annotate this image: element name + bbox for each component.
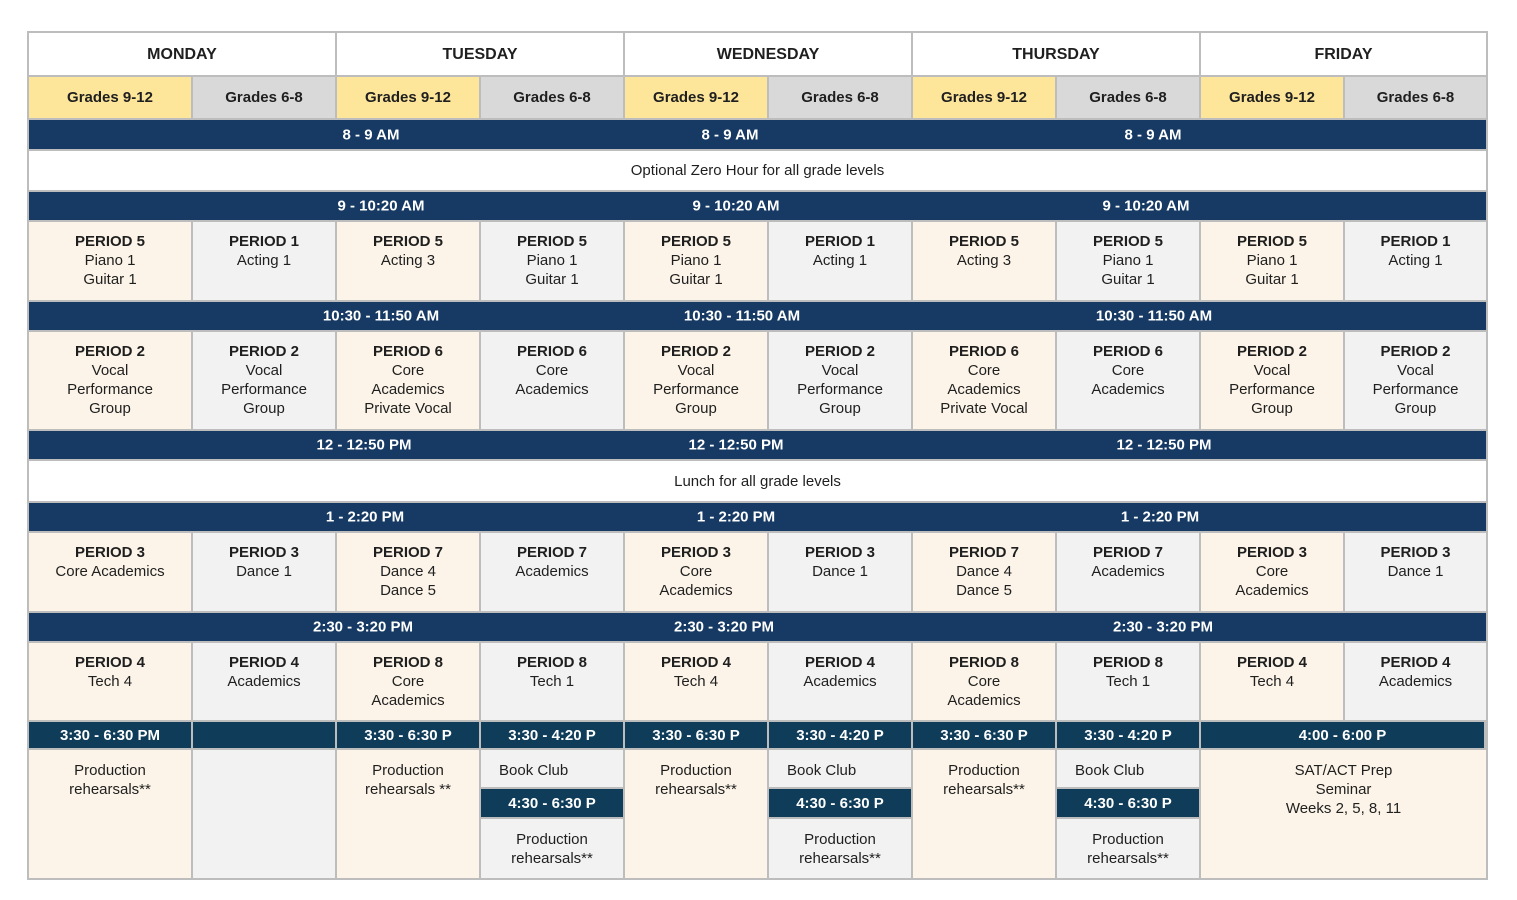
course-line: Core (967, 362, 1001, 379)
class-cell (1201, 533, 1345, 613)
time-label: 12 - 12:50 PM (688, 436, 784, 454)
time-label: 10:30 - 11:50 AM (322, 307, 440, 325)
book-club: Book Club (787, 762, 857, 779)
class-cell (1201, 643, 1345, 722)
course-line: Acting 1 (1388, 252, 1443, 269)
class-cell (913, 533, 1057, 613)
evening-cell-thu-hs (913, 750, 1057, 878)
activity-line: rehearsals** (943, 781, 1025, 798)
class-cell (769, 643, 913, 722)
period-label: PERIOD 3 (804, 544, 876, 561)
time-label: 12 - 12:50 PM (1116, 436, 1212, 454)
course-line: Vocal (1397, 362, 1434, 379)
course-line: Piano 1 (670, 252, 722, 269)
activity-line: Production (1092, 831, 1164, 848)
course-line: Vocal (1253, 362, 1291, 379)
time-label: 1 - 2:20 PM (1120, 508, 1200, 526)
course-line: Academics (659, 582, 733, 599)
grade-header: Grades 9-12 (337, 77, 481, 120)
grade-header: Grades 6-8 (481, 77, 625, 120)
time-label: 1 - 2:20 PM (325, 508, 405, 526)
time-label: 8 - 9 AM (342, 126, 400, 143)
activity-line: rehearsals** (655, 781, 737, 798)
class-cell (481, 222, 625, 302)
day-header-monday: MONDAY (29, 33, 337, 77)
period-label: PERIOD 3 (228, 544, 300, 561)
grade-header: Grades 9-12 (29, 77, 193, 120)
course-line: Private Vocal (940, 400, 1028, 417)
course-line: Core (391, 673, 425, 690)
course-line: Performance (653, 381, 739, 398)
class-cell (193, 643, 337, 722)
evening-time-tue-hs: 3:30 - 6:30 P (337, 722, 481, 750)
day-header-wednesday: WEDNESDAY (625, 33, 913, 77)
evening-subtime-tue: 4:30 - 6:30 P (481, 789, 625, 819)
time-label: 12 - 12:50 PM (316, 436, 412, 454)
evening-time-mon-hs: 3:30 - 6:30 PM (29, 722, 193, 750)
activity-line: Production (516, 831, 588, 848)
course-line: Acting 1 (812, 252, 868, 269)
course-line: Dance 5 (956, 582, 1012, 599)
course-line: Performance (67, 381, 153, 398)
evening-time-wed-hs: 3:30 - 6:30 P (625, 722, 769, 750)
activity-line: rehearsals** (1087, 850, 1169, 867)
evening-cell-mon-ms (193, 750, 337, 878)
period-label: PERIOD 3 (74, 544, 146, 561)
time-bar (29, 503, 1486, 533)
evening-time-tue-ms: 3:30 - 4:20 P (481, 722, 625, 750)
class-cell (1345, 332, 1486, 431)
class-cell (1345, 643, 1486, 722)
time-bar (29, 192, 1486, 222)
period-label: PERIOD 2 (1380, 343, 1451, 360)
course-line: Performance (1229, 381, 1315, 398)
period-label: PERIOD 4 (1380, 654, 1451, 671)
course-line: Performance (1372, 381, 1459, 398)
time-label: 1 - 2:20 PM (696, 508, 776, 526)
period-label: PERIOD 6 (1092, 343, 1164, 360)
class-cell (1201, 332, 1345, 431)
period-label: PERIOD 4 (804, 654, 876, 671)
time-label: 9 - 10:20 AM (692, 197, 780, 215)
class-cell (1057, 222, 1201, 302)
period-label: PERIOD 4 (228, 654, 300, 671)
class-cell (769, 332, 913, 431)
course-line: Tech 4 (1249, 673, 1295, 690)
period-label: PERIOD 7 (516, 544, 588, 561)
course-line: Core (1111, 362, 1145, 379)
class-cell (1201, 222, 1345, 302)
evening-cell-mon-hs (29, 750, 193, 878)
class-cell (481, 332, 625, 431)
activity-line: Production (804, 831, 876, 848)
class-cell (337, 533, 481, 613)
day-header-friday: FRIDAY (1201, 33, 1486, 77)
lunch-note: Lunch for all grade levels (29, 461, 1486, 503)
period-label: PERIOD 5 (1236, 233, 1308, 250)
course-line: Academics (947, 381, 1021, 398)
period-label: PERIOD 3 (1380, 544, 1451, 561)
course-line: Core (535, 362, 569, 379)
course-line: Core (391, 362, 425, 379)
time-label: 8 - 9 AM (701, 126, 759, 143)
period-label: PERIOD 5 (1092, 233, 1164, 250)
grade-header: Grades 6-8 (193, 77, 337, 120)
course-line: Academics (371, 692, 445, 709)
course-line: Vocal (821, 362, 859, 379)
course-line: Dance 4 (380, 563, 436, 580)
period-label: PERIOD 6 (372, 343, 444, 360)
period-label: PERIOD 7 (372, 544, 444, 561)
course-line: Group (675, 400, 717, 417)
course-line: Tech 1 (529, 673, 575, 690)
evening-cell-wed-hs (625, 750, 769, 878)
course-line: Academics (1235, 582, 1309, 599)
period-label: PERIOD 3 (1236, 544, 1308, 561)
course-line: Guitar 1 (1245, 271, 1299, 288)
evening-time-mon-ms (193, 722, 337, 750)
course-line: Academics (227, 673, 301, 690)
activity-line: Production (74, 762, 146, 779)
period-label: PERIOD 5 (516, 233, 588, 250)
period-label: PERIOD 6 (516, 343, 588, 360)
time-label: 2:30 - 3:20 PM (673, 618, 775, 636)
period-label: PERIOD 5 (74, 233, 146, 250)
evening-subtime-wed: 4:30 - 6:30 P (769, 789, 913, 819)
period-label: PERIOD 4 (74, 654, 146, 671)
period-label: PERIOD 2 (804, 343, 876, 360)
course-line: Dance 4 (956, 563, 1012, 580)
course-line: Group (1251, 400, 1293, 417)
course-line: Vocal (91, 362, 129, 379)
class-cell (913, 332, 1057, 431)
period-label: PERIOD 2 (660, 343, 732, 360)
evening-cell-fri (1201, 750, 1486, 878)
course-line: Group (1394, 400, 1437, 417)
course-line: Acting 3 (956, 252, 1012, 269)
class-cell (193, 533, 337, 613)
course-line: Group (819, 400, 861, 417)
time-label: 2:30 - 3:20 PM (312, 618, 414, 636)
activity-line: Production (948, 762, 1020, 779)
class-cell (1057, 533, 1201, 613)
class-cell (29, 332, 193, 431)
day-header-tuesday: TUESDAY (337, 33, 625, 77)
evening-cell-tue-hs (337, 750, 481, 878)
period-label: PERIOD 2 (1236, 343, 1308, 360)
time-bar (29, 431, 1486, 461)
course-line: Academics (1378, 673, 1453, 690)
course-line: Core (967, 673, 1001, 690)
course-line: Tech 4 (87, 673, 133, 690)
course-line: Performance (797, 381, 883, 398)
time-label: 2:30 - 3:20 PM (1112, 618, 1214, 636)
period-label: PERIOD 5 (372, 233, 444, 250)
course-line: Academics (1091, 381, 1165, 398)
course-line: Group (243, 400, 285, 417)
class-cell (193, 222, 337, 302)
class-cell (337, 332, 481, 431)
grade-header: Grades 9-12 (913, 77, 1057, 120)
class-cell (913, 222, 1057, 302)
course-line: Academics (947, 692, 1021, 709)
evening-cell-thu-ms-late (1057, 819, 1201, 878)
period-label: PERIOD 8 (372, 654, 444, 671)
book-club: Book Club (499, 762, 569, 779)
period-label: PERIOD 5 (948, 233, 1020, 250)
time-label: 8 - 9 AM (1124, 126, 1182, 143)
class-cell (625, 222, 769, 302)
period-label: PERIOD 2 (228, 343, 300, 360)
course-line: Performance (221, 381, 307, 398)
class-cell (625, 332, 769, 431)
activity-line: SAT/ACT Prep (1294, 762, 1393, 779)
course-line: Piano 1 (84, 252, 136, 269)
course-line: Guitar 1 (669, 271, 723, 288)
grade-header: Grades 6-8 (769, 77, 913, 120)
period-label: PERIOD 1 (804, 233, 876, 250)
class-cell (1345, 533, 1486, 613)
evening-cell-thu-ms (1057, 750, 1201, 789)
grade-header: Grades 6-8 (1345, 77, 1486, 120)
class-cell (1345, 222, 1486, 302)
period-label: PERIOD 5 (660, 233, 732, 250)
class-cell (913, 643, 1057, 722)
grade-header: Grades 9-12 (1201, 77, 1345, 120)
activity-line: Weeks 2, 5, 8, 11 (1285, 800, 1402, 817)
class-cell (29, 222, 193, 302)
class-cell (193, 332, 337, 431)
activity-line: Production (372, 762, 444, 779)
evening-cell-wed-ms-late (769, 819, 913, 878)
evening-time-wed-ms: 3:30 - 4:20 P (769, 722, 913, 750)
period-label: PERIOD 7 (948, 544, 1020, 561)
course-line: Piano 1 (1246, 252, 1298, 269)
course-line: Core (679, 563, 713, 580)
period-label: PERIOD 2 (74, 343, 146, 360)
course-line: Academics (515, 563, 589, 580)
period-label: PERIOD 6 (948, 343, 1020, 360)
time-label: 9 - 10:20 AM (337, 197, 425, 215)
evening-cell-wed-ms (769, 750, 913, 789)
book-club: Book Club (1075, 762, 1145, 779)
activity-line: Seminar (1315, 781, 1372, 798)
evening-time-thu-hs: 3:30 - 6:30 P (913, 722, 1057, 750)
course-line: Group (89, 400, 131, 417)
evening-subtime-thu: 4:30 - 6:30 P (1057, 789, 1201, 819)
course-line: Guitar 1 (83, 271, 137, 288)
class-cell (769, 533, 913, 613)
time-bar (29, 613, 1486, 643)
activity-line: rehearsals** (511, 850, 593, 867)
course-line: Piano 1 (526, 252, 578, 269)
course-line: Dance 5 (380, 582, 436, 599)
period-label: PERIOD 1 (1380, 233, 1451, 250)
time-bar (29, 302, 1486, 332)
class-cell (1057, 332, 1201, 431)
course-line: Private Vocal (364, 400, 452, 417)
course-line: Academics (1091, 563, 1165, 580)
course-line: Tech 1 (1105, 673, 1151, 690)
activity-line: rehearsals** (799, 850, 881, 867)
time-bar (29, 120, 1486, 151)
course-line: Academics (515, 381, 589, 398)
zero-hour-note: Optional Zero Hour for all grade levels (29, 151, 1486, 192)
period-label: PERIOD 3 (660, 544, 732, 561)
evening-time-fri: 4:00 - 6:00 P (1201, 722, 1486, 750)
schedule-grid (27, 31, 1488, 880)
day-header-thursday: THURSDAY (913, 33, 1201, 77)
course-line: Piano 1 (1102, 252, 1154, 269)
period-label: PERIOD 8 (516, 654, 588, 671)
period-label: PERIOD 4 (1236, 654, 1308, 671)
time-label: 10:30 - 11:50 AM (1095, 307, 1213, 325)
course-line: Vocal (245, 362, 283, 379)
class-cell (29, 643, 193, 722)
period-label: PERIOD 1 (228, 233, 300, 250)
evening-cell-tue-ms-late (481, 819, 625, 878)
course-line: Vocal (677, 362, 715, 379)
time-label: 9 - 10:20 AM (1102, 197, 1190, 215)
period-label: PERIOD 8 (948, 654, 1020, 671)
class-cell (337, 643, 481, 722)
course-line: Acting 1 (236, 252, 292, 269)
period-label: PERIOD 7 (1092, 544, 1164, 561)
evening-time-thu-ms: 3:30 - 4:20 P (1057, 722, 1201, 750)
course-line: Tech 4 (673, 673, 719, 690)
class-cell (481, 533, 625, 613)
class-cell (625, 533, 769, 613)
class-cell (625, 643, 769, 722)
course-line: Academics (803, 673, 877, 690)
activity-line: rehearsals ** (365, 781, 451, 798)
course-line: Acting 3 (380, 252, 436, 269)
course-line: Core (1255, 563, 1289, 580)
course-line: Core Academics (55, 563, 165, 580)
course-line: Guitar 1 (525, 271, 579, 288)
grade-header: Grades 6-8 (1057, 77, 1201, 120)
class-cell (769, 222, 913, 302)
period-label: PERIOD 8 (1092, 654, 1164, 671)
time-label: 10:30 - 11:50 AM (683, 307, 801, 325)
class-cell (481, 643, 625, 722)
course-line: Dance 1 (1387, 563, 1444, 580)
course-line: Dance 1 (812, 563, 868, 580)
course-line: Academics (371, 381, 445, 398)
period-label: PERIOD 4 (660, 654, 732, 671)
evening-cell-tue-ms (481, 750, 625, 789)
activity-line: Production (660, 762, 732, 779)
course-line: Dance 1 (236, 563, 292, 580)
class-cell (1057, 643, 1201, 722)
activity-line: rehearsals** (69, 781, 151, 798)
grade-header: Grades 9-12 (625, 77, 769, 120)
class-cell (29, 533, 193, 613)
class-cell (337, 222, 481, 302)
course-line: Guitar 1 (1101, 271, 1155, 288)
